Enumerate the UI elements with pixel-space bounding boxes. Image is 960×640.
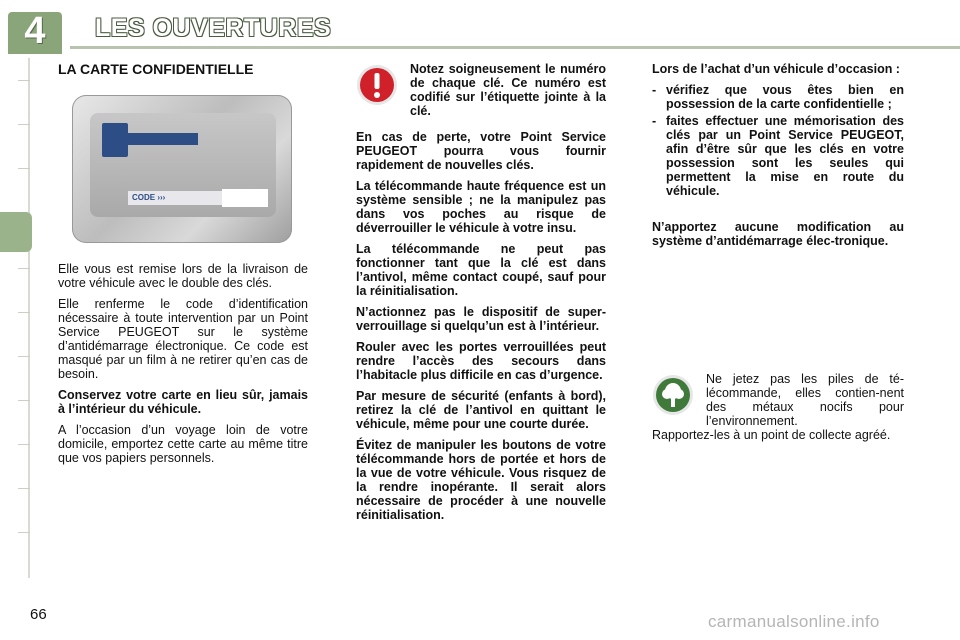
section-heading: LA CARTE CONFIDENTIELLE <box>58 61 254 77</box>
environment-text: Ne jetez pas les piles de té-lécommande, elles contien-nent des métaux nocifs pour l’environnement. <box>706 372 904 428</box>
paragraph: En cas de perte, votre Point Service PEUGEOT pourra vous fournir rapidement de nouvelles clés. <box>356 130 606 172</box>
paragraph: La télécommande ne peut pas fonctionner tant que la clé est dans l’antivol, même contact coupé, sauf pour la réinitialisation. <box>356 242 606 298</box>
rail-tick <box>18 80 30 81</box>
key-icon <box>128 133 198 145</box>
paragraph: Elle renferme le code d’identification nécessaire à toute intervention par un Point Service PEUGEOT sur le système d’antidémarrage électronique. Ce code est masqué par un film à ne retirer qu’en cas de besoin. <box>58 297 308 381</box>
paragraph: Rouler avec les portes verrouillées peut rendre l’accès des secours dans l’habitacle plus difficile en cas d’urgence. <box>356 340 606 382</box>
paragraph: Lors de l’achat d’un véhicule d’occasion : <box>652 62 900 76</box>
rail-tick <box>18 168 30 169</box>
rail-tick <box>18 444 30 445</box>
rail-tick <box>18 124 30 125</box>
paragraph: N’apportez aucune modification au système d’antidémarrage élec-tronique. <box>652 220 904 248</box>
column-middle <box>356 130 606 529</box>
card-face <box>90 113 276 217</box>
code-masked-area <box>222 189 268 207</box>
side-rail <box>28 58 30 578</box>
confidential-card-image <box>72 95 292 243</box>
paragraph: Évitez de manipuler les boutons de votre télécommande hors de portée et hors de la vue de votre véhicule. Vous risquez de la rendre inopérante. Il serait alors nécessaire de procéder à une nouvelle réinitialisation. <box>356 438 606 522</box>
list-item-text: vérifiez que vous êtes bien en possession de la carte confidentielle ; <box>666 83 904 111</box>
rail-tick <box>18 400 30 401</box>
header-rule <box>70 46 960 49</box>
peugeot-logo-icon <box>102 123 128 157</box>
card-code-text: CODE <box>132 193 156 202</box>
rail-tick <box>18 532 30 533</box>
list-item-text: faites effectuer une mémorisation des clés par un Point Service PEUGEOT, afin d’être sûr que les clés en votre possession sont les seules qui permettent la mise en route du véhicule. <box>666 114 904 198</box>
paragraph: Rapportez-les à un point de collecte agréé. <box>652 428 891 442</box>
tree-icon <box>652 374 694 416</box>
paragraph: Par mesure de sécurité (enfants à bord), retirez la clé de l’antivol en quittant le véhicule, même pour une courte durée. <box>356 389 606 431</box>
chapter-tab-active[interactable] <box>0 212 32 252</box>
paragraph: La télécommande haute fréquence est un système sensible ; ne la manipulez pas dans vos poches au risque de déverrouiller le véhicule à votre insu. <box>356 179 606 235</box>
environment-note-2 <box>652 428 904 449</box>
exclamation-icon <box>356 64 398 106</box>
column-right <box>652 62 904 255</box>
card-code-label: CODE ››› <box>128 191 222 205</box>
environment-note <box>706 372 904 428</box>
chapter-number: 4 <box>24 10 46 52</box>
page-number: 66 <box>30 606 47 623</box>
rail-tick <box>18 356 30 357</box>
paragraph: Elle vous est remise lors de la livraison de votre véhicule avec le double des clés. <box>58 262 308 290</box>
warning-text: Notez soigneusement le numéro de chaque clé. Ce numéro est codifié sur l’étiquette jointe à la clé. <box>410 62 606 118</box>
rail-tick <box>18 268 30 269</box>
rail-tick <box>18 488 30 489</box>
rail-tick <box>18 312 30 313</box>
column-left-body <box>58 262 308 472</box>
paragraph-bold: Conservez votre carte en lieu sûr, jamais à l’intérieur du véhicule. <box>58 388 308 416</box>
paragraph: N’actionnez pas le dispositif de super-verrouillage si quelqu’un est à l’intérieur. <box>356 305 606 333</box>
list-item: - vérifiez que vous êtes bien en possession de la carte confidentielle ; <box>652 83 904 111</box>
watermark: carmanualsonline.info <box>708 612 880 631</box>
column-left <box>58 62 308 76</box>
warning-note <box>410 62 606 125</box>
paragraph: A l’occasion d’un voyage loin de votre domicile, emportez cette carte au même titre que vos papiers personnels. <box>58 423 308 465</box>
page-title: LES OUVERTURES <box>95 14 332 42</box>
list-item: - faites effectuer une mémorisation des clés par un Point Service PEUGEOT, afin d’être sûr que les clés en votre possession sont les seules qui permettent la mise en route du véhicule. <box>652 114 904 198</box>
